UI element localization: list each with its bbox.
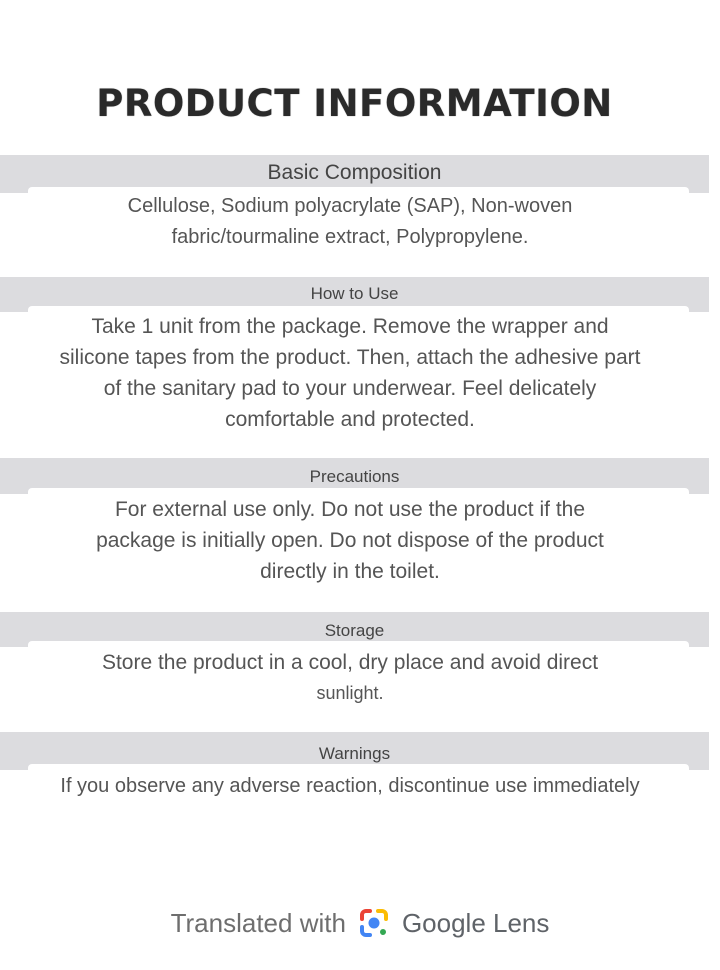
footer-brand: Google Lens	[401, 907, 550, 938]
text-line: of the sanitary pad to your underwear. Feel delicately	[103, 377, 597, 400]
page-title: PRODUCT INFORMATION	[96, 82, 613, 125]
section-header-how-to-use	[0, 277, 709, 312]
section-heading: Warnings	[318, 744, 391, 763]
section-header-storage	[0, 612, 709, 647]
section-body-storage	[0, 647, 700, 709]
section-body-how-to-use	[0, 311, 700, 435]
section-header-warnings	[0, 732, 709, 770]
section-header-basic-composition	[0, 155, 709, 193]
section-body-precautions	[0, 494, 700, 587]
section-header-precautions	[0, 458, 709, 494]
text-line: Take 1 unit from the package. Remove the wrapper and	[91, 315, 609, 338]
text-line: directly in the toilet.	[260, 560, 440, 583]
text-line: If you observe any adverse reaction, discontinue use immediately	[60, 775, 640, 797]
text-line: fabric/tourmaline extract, Polypropylene.	[171, 226, 529, 248]
google-lens-icon	[356, 905, 392, 941]
text-line: package is initially open. Do not dispose of the product	[96, 529, 604, 552]
text-line: silicone tapes from the product. Then, attach the adhesive part	[59, 346, 641, 369]
text-line: Store the product in a cool, dry place and avoid direct	[101, 651, 599, 674]
text-line: For external use only. Do not use the product if the	[114, 498, 586, 521]
section-heading: Basic Composition	[267, 161, 442, 184]
section-body-basic-composition	[0, 191, 700, 253]
section-heading: Storage	[324, 621, 385, 640]
text-line: Cellulose, Sodium polyacrylate (SAP), Non-woven	[127, 195, 573, 217]
section-body-warnings	[0, 771, 700, 802]
section-heading: How to Use	[310, 284, 399, 303]
text-line: sunlight.	[316, 683, 384, 703]
translation-footer	[0, 905, 720, 941]
footer-prefix: Translated with	[170, 907, 346, 938]
section-heading: Precautions	[309, 467, 400, 486]
text-line: comfortable and protected.	[225, 408, 475, 431]
